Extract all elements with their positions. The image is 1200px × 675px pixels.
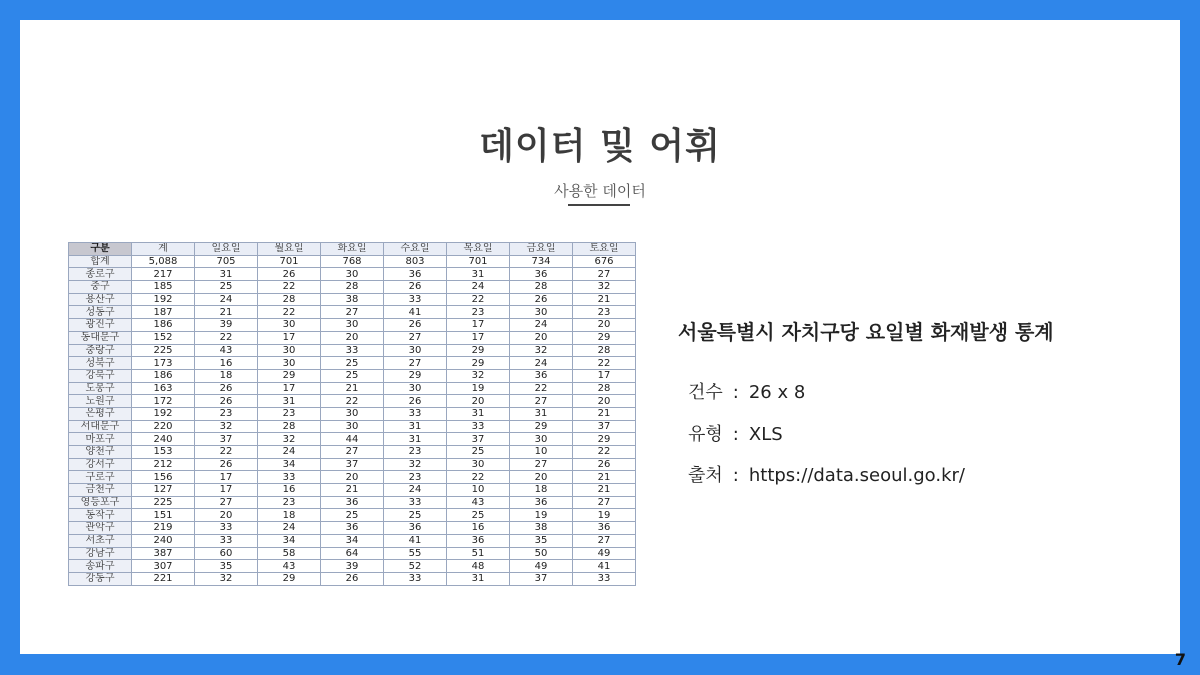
count-cell: 30: [321, 420, 384, 433]
count-cell: 33: [573, 572, 636, 585]
info-value: 26 x 8: [748, 382, 806, 403]
count-cell: 29: [384, 369, 447, 382]
page-number: 7: [1174, 650, 1186, 669]
count-cell: 10: [447, 484, 510, 497]
count-cell: 17: [195, 471, 258, 484]
count-cell: 22: [195, 331, 258, 344]
count-cell: 21: [573, 471, 636, 484]
count-cell: 26: [384, 319, 447, 332]
table-row: [69, 471, 636, 484]
count-cell: 33: [384, 293, 447, 306]
count-cell: 163: [132, 382, 195, 395]
count-cell: 22: [510, 382, 573, 395]
district-cell: 마포구: [69, 433, 132, 446]
district-cell: 강서구: [69, 458, 132, 471]
table-row: [69, 357, 636, 370]
count-cell: 39: [321, 560, 384, 573]
count-cell: 17: [447, 319, 510, 332]
table-column-header: 화요일: [321, 243, 384, 256]
table-row: [69, 496, 636, 509]
info-label: 출처: [688, 465, 723, 486]
count-cell: 803: [384, 255, 447, 268]
district-cell: 서초구: [69, 534, 132, 547]
count-cell: 32: [510, 344, 573, 357]
count-cell: 37: [447, 433, 510, 446]
count-cell: 38: [321, 293, 384, 306]
count-cell: 185: [132, 281, 195, 294]
table-column-header: 월요일: [258, 243, 321, 256]
count-cell: 25: [321, 509, 384, 522]
count-cell: 17: [258, 331, 321, 344]
table-row: [69, 344, 636, 357]
district-cell: 송파구: [69, 560, 132, 573]
count-cell: 23: [573, 306, 636, 319]
count-cell: 21: [321, 484, 384, 497]
count-cell: 21: [195, 306, 258, 319]
info-separator: :: [732, 424, 739, 445]
table-row: [69, 268, 636, 281]
count-cell: 34: [258, 534, 321, 547]
count-cell: 17: [447, 331, 510, 344]
count-cell: 29: [447, 344, 510, 357]
district-cell: 영등포구: [69, 496, 132, 509]
count-cell: 23: [258, 496, 321, 509]
count-cell: 36: [321, 522, 384, 535]
count-cell: 24: [258, 446, 321, 459]
count-cell: 28: [258, 420, 321, 433]
count-cell: 22: [195, 446, 258, 459]
table-row: [69, 534, 636, 547]
table-row: [69, 547, 636, 560]
table-row: [69, 293, 636, 306]
count-cell: 34: [321, 534, 384, 547]
count-cell: 225: [132, 496, 195, 509]
table-row: [69, 255, 636, 268]
district-cell: 종로구: [69, 268, 132, 281]
count-cell: 17: [258, 382, 321, 395]
count-cell: 32: [195, 572, 258, 585]
count-cell: 36: [510, 496, 573, 509]
count-cell: 32: [195, 420, 258, 433]
info-row-source: [688, 461, 965, 487]
info-separator: :: [732, 465, 739, 486]
count-cell: 32: [447, 369, 510, 382]
district-cell: 동작구: [69, 509, 132, 522]
count-cell: 25: [384, 509, 447, 522]
count-cell: 17: [195, 484, 258, 497]
count-cell: 151: [132, 509, 195, 522]
district-cell: 동대문구: [69, 331, 132, 344]
info-row-type: [688, 420, 783, 446]
count-cell: 30: [510, 433, 573, 446]
count-cell: 24: [384, 484, 447, 497]
count-cell: 217: [132, 268, 195, 281]
count-cell: 29: [447, 357, 510, 370]
count-cell: 33: [384, 496, 447, 509]
slide: [20, 20, 1180, 654]
table-column-header: 일요일: [195, 243, 258, 256]
count-cell: 48: [447, 560, 510, 573]
count-cell: 30: [447, 458, 510, 471]
table-row: [69, 560, 636, 573]
count-cell: 387: [132, 547, 195, 560]
count-cell: 41: [573, 560, 636, 573]
district-cell: 중구: [69, 281, 132, 294]
count-cell: 26: [384, 281, 447, 294]
count-cell: 26: [384, 395, 447, 408]
count-cell: 64: [321, 547, 384, 560]
count-cell: 23: [258, 407, 321, 420]
table-column-header: 목요일: [447, 243, 510, 256]
count-cell: 20: [321, 331, 384, 344]
count-cell: 219: [132, 522, 195, 535]
count-cell: 30: [321, 319, 384, 332]
count-cell: 20: [321, 471, 384, 484]
district-cell: 합계: [69, 255, 132, 268]
count-cell: 225: [132, 344, 195, 357]
count-cell: 24: [195, 293, 258, 306]
count-cell: 20: [195, 509, 258, 522]
count-cell: 23: [384, 446, 447, 459]
count-cell: 29: [573, 433, 636, 446]
table-row: [69, 407, 636, 420]
count-cell: 705: [195, 255, 258, 268]
district-cell: 양천구: [69, 446, 132, 459]
count-cell: 31: [447, 572, 510, 585]
count-cell: 26: [195, 382, 258, 395]
count-cell: 16: [447, 522, 510, 535]
table-column-header: 금요일: [510, 243, 573, 256]
count-cell: 49: [573, 547, 636, 560]
count-cell: 152: [132, 331, 195, 344]
count-cell: 27: [195, 496, 258, 509]
count-cell: 17: [573, 369, 636, 382]
count-cell: 29: [258, 572, 321, 585]
count-cell: 153: [132, 446, 195, 459]
count-cell: 24: [510, 319, 573, 332]
count-cell: 30: [258, 344, 321, 357]
count-cell: 31: [447, 268, 510, 281]
count-cell: 24: [510, 357, 573, 370]
table-row: [69, 458, 636, 471]
count-cell: 173: [132, 357, 195, 370]
count-cell: 240: [132, 534, 195, 547]
table-row: [69, 331, 636, 344]
table-body: [69, 255, 636, 585]
fire-statistics-table: [68, 242, 636, 586]
count-cell: 30: [258, 319, 321, 332]
district-cell: 관악구: [69, 522, 132, 535]
table-row: [69, 522, 636, 535]
count-cell: 31: [447, 407, 510, 420]
table-row: [69, 484, 636, 497]
count-cell: 33: [195, 534, 258, 547]
table-column-header: 구분: [69, 243, 132, 256]
table-row: [69, 281, 636, 294]
count-cell: 37: [510, 572, 573, 585]
district-cell: 강동구: [69, 572, 132, 585]
count-cell: 27: [573, 496, 636, 509]
count-cell: 50: [510, 547, 573, 560]
count-cell: 25: [195, 281, 258, 294]
count-cell: 30: [321, 407, 384, 420]
count-cell: 41: [384, 534, 447, 547]
count-cell: 10: [510, 446, 573, 459]
count-cell: 22: [258, 281, 321, 294]
count-cell: 37: [573, 420, 636, 433]
count-cell: 31: [510, 407, 573, 420]
district-cell: 은평구: [69, 407, 132, 420]
count-cell: 221: [132, 572, 195, 585]
count-cell: 212: [132, 458, 195, 471]
info-value: XLS: [748, 424, 783, 445]
count-cell: 22: [447, 471, 510, 484]
count-cell: 26: [195, 458, 258, 471]
count-cell: 35: [195, 560, 258, 573]
count-cell: 55: [384, 547, 447, 560]
table-row: [69, 306, 636, 319]
count-cell: 25: [321, 357, 384, 370]
count-cell: 22: [321, 395, 384, 408]
district-cell: 성동구: [69, 306, 132, 319]
dataset-heading: 서울특별시 자치구당 요일별 화재발생 통계: [678, 320, 1054, 344]
count-cell: 27: [384, 357, 447, 370]
count-cell: 36: [447, 534, 510, 547]
count-cell: 51: [447, 547, 510, 560]
count-cell: 33: [321, 344, 384, 357]
count-cell: 192: [132, 407, 195, 420]
count-cell: 36: [510, 268, 573, 281]
count-cell: 32: [573, 281, 636, 294]
count-cell: 19: [447, 382, 510, 395]
count-cell: 20: [447, 395, 510, 408]
count-cell: 36: [384, 268, 447, 281]
count-cell: 41: [384, 306, 447, 319]
count-cell: 33: [384, 572, 447, 585]
count-cell: 23: [384, 471, 447, 484]
count-cell: 33: [258, 471, 321, 484]
table-row: [69, 446, 636, 459]
count-cell: 36: [384, 522, 447, 535]
count-cell: 21: [321, 382, 384, 395]
district-cell: 광진구: [69, 319, 132, 332]
count-cell: 37: [321, 458, 384, 471]
district-cell: 강남구: [69, 547, 132, 560]
count-cell: 33: [195, 522, 258, 535]
info-label: 건수: [688, 382, 723, 403]
count-cell: 25: [447, 446, 510, 459]
count-cell: 192: [132, 293, 195, 306]
title-divider: [568, 204, 630, 206]
count-cell: 31: [195, 268, 258, 281]
count-cell: 27: [573, 268, 636, 281]
count-cell: 16: [195, 357, 258, 370]
table-row: [69, 433, 636, 446]
district-cell: 용산구: [69, 293, 132, 306]
info-row-count: [688, 378, 805, 404]
count-cell: 60: [195, 547, 258, 560]
count-cell: 29: [258, 369, 321, 382]
count-cell: 19: [573, 509, 636, 522]
table-column-header: 계: [132, 243, 195, 256]
table-header-row: [69, 243, 636, 256]
count-cell: 21: [573, 293, 636, 306]
district-cell: 중랑구: [69, 344, 132, 357]
info-source-link[interactable]: https://data.seoul.go.kr/: [748, 465, 965, 486]
count-cell: 768: [321, 255, 384, 268]
table-column-header: 수요일: [384, 243, 447, 256]
count-cell: 22: [573, 446, 636, 459]
district-cell: 노원구: [69, 395, 132, 408]
table-column-header: 토요일: [573, 243, 636, 256]
count-cell: 22: [447, 293, 510, 306]
info-label: 유형: [688, 424, 723, 445]
count-cell: 26: [258, 268, 321, 281]
count-cell: 220: [132, 420, 195, 433]
count-cell: 43: [258, 560, 321, 573]
count-cell: 43: [195, 344, 258, 357]
count-cell: 32: [258, 433, 321, 446]
district-cell: 도봉구: [69, 382, 132, 395]
count-cell: 701: [258, 255, 321, 268]
count-cell: 49: [510, 560, 573, 573]
count-cell: 33: [447, 420, 510, 433]
district-cell: 구로구: [69, 471, 132, 484]
count-cell: 30: [510, 306, 573, 319]
count-cell: 36: [573, 522, 636, 535]
count-cell: 36: [510, 369, 573, 382]
count-cell: 30: [384, 382, 447, 395]
count-cell: 58: [258, 547, 321, 560]
count-cell: 34: [258, 458, 321, 471]
count-cell: 30: [384, 344, 447, 357]
count-cell: 23: [195, 407, 258, 420]
count-cell: 44: [321, 433, 384, 446]
count-cell: 27: [384, 331, 447, 344]
count-cell: 22: [258, 306, 321, 319]
count-cell: 30: [321, 268, 384, 281]
count-cell: 186: [132, 369, 195, 382]
table-row: [69, 420, 636, 433]
count-cell: 31: [384, 433, 447, 446]
count-cell: 20: [510, 331, 573, 344]
table-row: [69, 382, 636, 395]
count-cell: 307: [132, 560, 195, 573]
count-cell: 734: [510, 255, 573, 268]
count-cell: 27: [321, 446, 384, 459]
count-cell: 32: [384, 458, 447, 471]
count-cell: 24: [258, 522, 321, 535]
count-cell: 36: [321, 496, 384, 509]
count-cell: 5,088: [132, 255, 195, 268]
info-separator: :: [732, 382, 739, 403]
count-cell: 28: [321, 281, 384, 294]
count-cell: 25: [447, 509, 510, 522]
count-cell: 31: [258, 395, 321, 408]
district-cell: 성북구: [69, 357, 132, 370]
table-row: [69, 369, 636, 382]
count-cell: 28: [258, 293, 321, 306]
count-cell: 21: [573, 484, 636, 497]
count-cell: 28: [510, 281, 573, 294]
count-cell: 701: [447, 255, 510, 268]
count-cell: 29: [573, 331, 636, 344]
district-cell: 강북구: [69, 369, 132, 382]
count-cell: 18: [258, 509, 321, 522]
count-cell: 22: [573, 357, 636, 370]
count-cell: 30: [258, 357, 321, 370]
table-row: [69, 319, 636, 332]
table-row: [69, 572, 636, 585]
count-cell: 26: [195, 395, 258, 408]
count-cell: 21: [573, 407, 636, 420]
count-cell: 38: [510, 522, 573, 535]
count-cell: 28: [573, 382, 636, 395]
district-cell: 금천구: [69, 484, 132, 497]
count-cell: 240: [132, 433, 195, 446]
count-cell: 23: [447, 306, 510, 319]
count-cell: 33: [384, 407, 447, 420]
count-cell: 26: [573, 458, 636, 471]
count-cell: 186: [132, 319, 195, 332]
count-cell: 18: [510, 484, 573, 497]
slide-subtitle: 사용한 데이터: [554, 182, 646, 200]
count-cell: 18: [195, 369, 258, 382]
count-cell: 24: [447, 281, 510, 294]
count-cell: 43: [447, 496, 510, 509]
count-cell: 52: [384, 560, 447, 573]
count-cell: 20: [573, 395, 636, 408]
count-cell: 187: [132, 306, 195, 319]
count-cell: 27: [510, 395, 573, 408]
district-cell: 서대문구: [69, 420, 132, 433]
count-cell: 172: [132, 395, 195, 408]
count-cell: 37: [195, 433, 258, 446]
count-cell: 156: [132, 471, 195, 484]
count-cell: 20: [573, 319, 636, 332]
count-cell: 28: [573, 344, 636, 357]
count-cell: 16: [258, 484, 321, 497]
count-cell: 29: [510, 420, 573, 433]
table-row: [69, 395, 636, 408]
count-cell: 27: [573, 534, 636, 547]
count-cell: 27: [321, 306, 384, 319]
count-cell: 26: [510, 293, 573, 306]
count-cell: 127: [132, 484, 195, 497]
count-cell: 35: [510, 534, 573, 547]
count-cell: 27: [510, 458, 573, 471]
count-cell: 19: [510, 509, 573, 522]
count-cell: 26: [321, 572, 384, 585]
count-cell: 31: [384, 420, 447, 433]
count-cell: 676: [573, 255, 636, 268]
table-row: [69, 509, 636, 522]
count-cell: 25: [321, 369, 384, 382]
count-cell: 20: [510, 471, 573, 484]
slide-title: 데이터 및 어휘: [479, 126, 721, 167]
count-cell: 39: [195, 319, 258, 332]
